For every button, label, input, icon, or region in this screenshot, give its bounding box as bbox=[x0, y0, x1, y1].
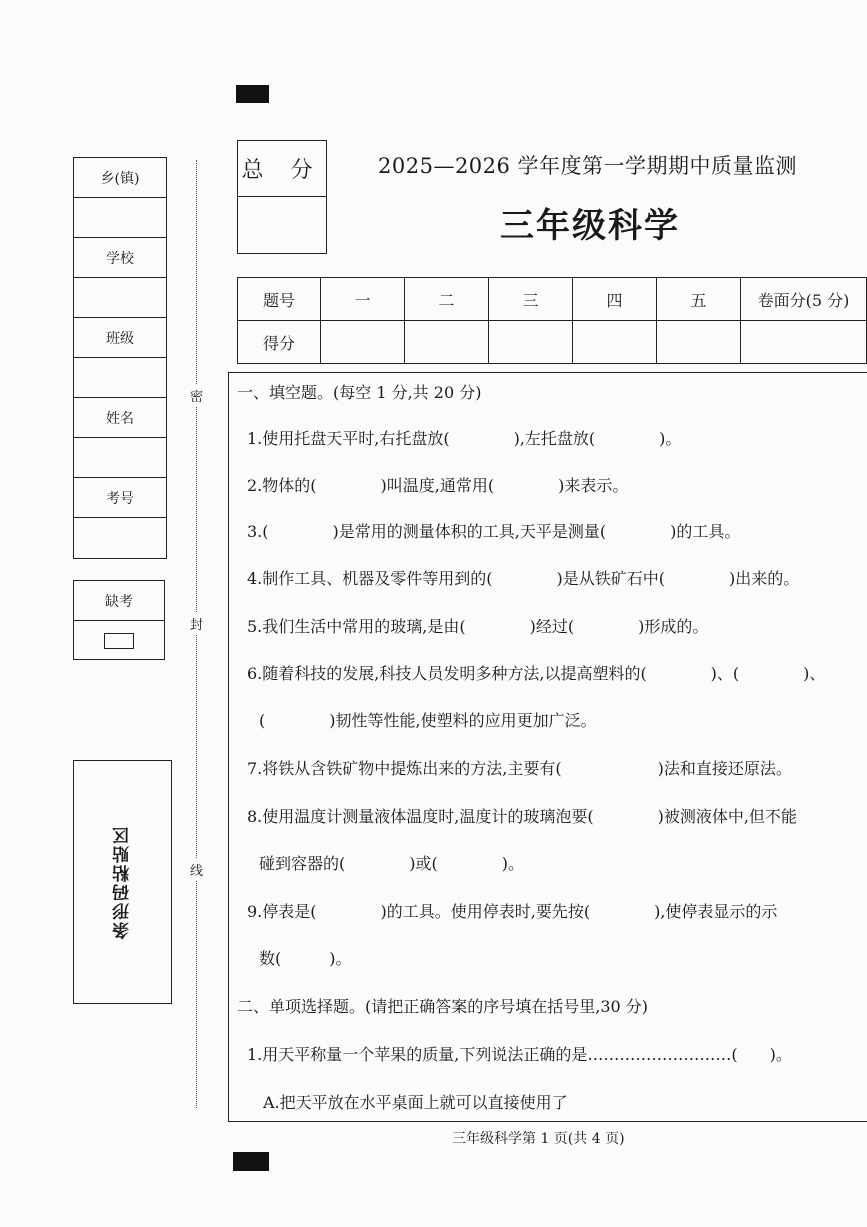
score-table-score-row bbox=[238, 321, 867, 364]
score-table-col: 二 bbox=[405, 278, 489, 321]
binding-char-line: 线 bbox=[190, 858, 203, 881]
question-line: 6.随着科技的发展,科技人员发明多种方法,以提高塑料的( )、( )、 bbox=[247, 664, 826, 683]
registration-mark-top bbox=[236, 85, 269, 103]
score-table-col: 卷面分(5 分) bbox=[741, 278, 867, 321]
exam-title: 2025—2026 学年度第一学期期中质量监测 bbox=[378, 154, 798, 178]
section1-title: 一、填空题。(每空 1 分,共 20 分) bbox=[237, 383, 482, 402]
binding-char-close: 封 bbox=[190, 612, 203, 635]
score-cell[interactable] bbox=[321, 321, 405, 364]
field-school-label: 学校 bbox=[74, 238, 166, 278]
section2-title: 二、单项选择题。(请把正确答案的序号填在括号里,30 分) bbox=[237, 997, 649, 1016]
question-line: 7.将铁从含铁矿物中提炼出来的方法,主要有( )法和直接还原法。 bbox=[247, 759, 792, 778]
score-cell[interactable] bbox=[405, 321, 489, 364]
student-info-column bbox=[73, 157, 167, 559]
field-name-label: 姓名 bbox=[74, 398, 166, 438]
question-line: 5.我们生活中常用的玻璃,是由( )经过( )形成的。 bbox=[247, 617, 709, 636]
field-township-value[interactable] bbox=[74, 198, 166, 238]
score-table-col: 五 bbox=[657, 278, 741, 321]
field-name-value[interactable] bbox=[74, 438, 166, 478]
score-table-col: 一 bbox=[321, 278, 405, 321]
question-line: 碰到容器的( )或( )。 bbox=[259, 854, 524, 873]
question-line: 8.使用温度计测量液体温度时,温度计的玻璃泡要( )被测液体中,但不能 bbox=[247, 807, 797, 826]
option-line: A.把天平放在水平桌面上就可以直接使用了 bbox=[263, 1093, 568, 1112]
score-table-col: 三 bbox=[489, 278, 573, 321]
field-exam-number-value[interactable] bbox=[74, 518, 166, 558]
binding-char-seal: 密 bbox=[190, 384, 203, 407]
score-cell[interactable] bbox=[741, 321, 867, 364]
field-exam-number-label: 考号 bbox=[74, 478, 166, 518]
question-line: 数( )。 bbox=[259, 949, 352, 968]
score-cell[interactable] bbox=[573, 321, 657, 364]
question-line: 1.使用托盘天平时,右托盘放( ),左托盘放( )。 bbox=[247, 429, 682, 448]
field-township-label: 乡(镇) bbox=[74, 158, 166, 198]
question-line: 1.用天平称量一个苹果的质量,下列说法正确的是………………………( )。 bbox=[247, 1045, 792, 1064]
question-line: 9.停表是( )的工具。使用停表时,要先按( ),使停表显示的示 bbox=[247, 902, 778, 921]
total-score-label: 总 分 bbox=[238, 141, 326, 197]
registration-mark-bottom bbox=[233, 1152, 269, 1171]
score-table-row-label: 题号 bbox=[238, 278, 321, 321]
field-class-value[interactable] bbox=[74, 358, 166, 398]
score-table-col: 四 bbox=[573, 278, 657, 321]
absent-label: 缺考 bbox=[74, 581, 164, 621]
score-table bbox=[237, 277, 867, 364]
question-line: ( )韧性等性能,使塑料的应用更加广泛。 bbox=[259, 711, 597, 730]
question-line: 4.制作工具、机器及零件等用到的( )是从铁矿石中( )出来的。 bbox=[247, 569, 800, 588]
question-line: 3.( )是常用的测量体积的工具,天平是测量( )的工具。 bbox=[247, 522, 741, 541]
absent-box bbox=[73, 580, 165, 660]
score-cell[interactable] bbox=[489, 321, 573, 364]
barcode-area bbox=[73, 760, 172, 1004]
field-class-label: 班级 bbox=[74, 318, 166, 358]
page-footer: 三年级科学第 1 页(共 4 页) bbox=[452, 1131, 625, 1147]
total-score-box bbox=[237, 140, 327, 254]
subject-title: 三年级科学 bbox=[500, 206, 680, 246]
score-cell[interactable] bbox=[657, 321, 741, 364]
field-school-value[interactable] bbox=[74, 278, 166, 318]
question-line: 2.物体的( )叫温度,通常用( )来表示。 bbox=[247, 476, 629, 495]
barcode-label: 条形码粘贴区 bbox=[113, 825, 133, 939]
absent-checkbox[interactable] bbox=[104, 633, 134, 649]
score-table-row-label: 得分 bbox=[238, 321, 321, 364]
score-table-header-row bbox=[238, 278, 867, 321]
